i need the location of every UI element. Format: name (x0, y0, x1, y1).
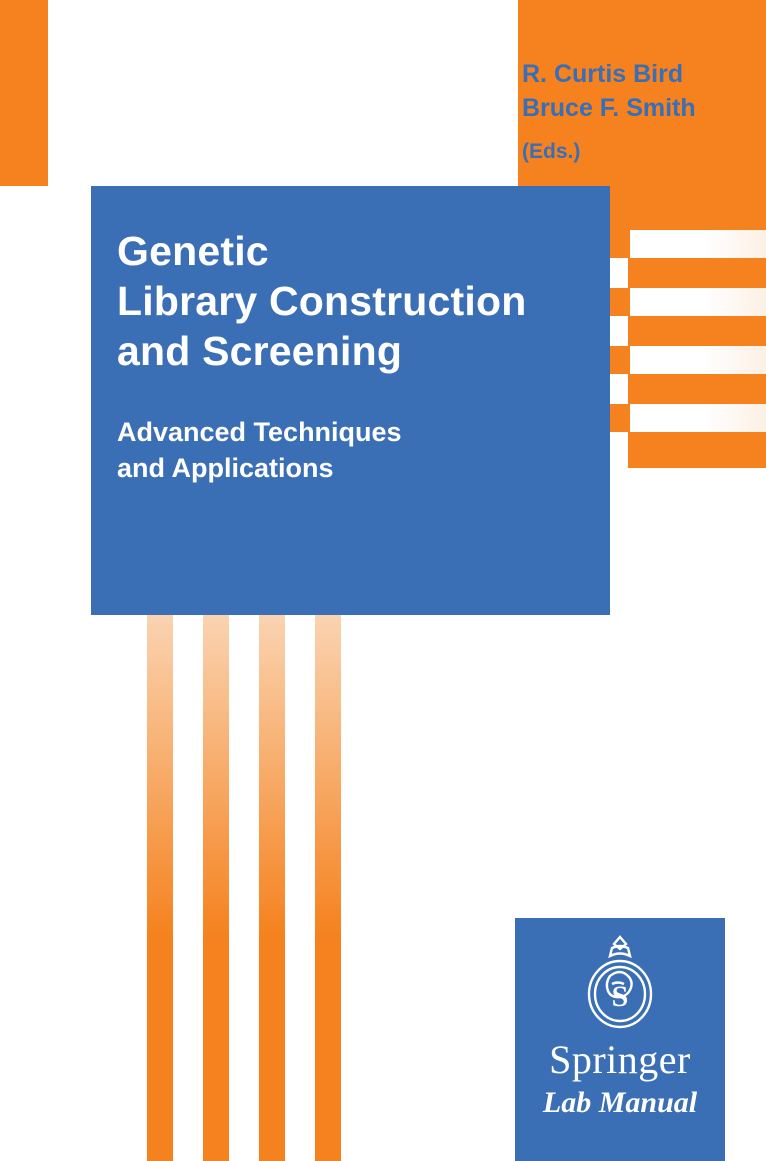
title-panel (91, 186, 610, 615)
svg-text:S: S (611, 980, 629, 1013)
horizontal-stripe-accent-2 (610, 288, 630, 316)
subtitle-line-2: and Applications (117, 452, 334, 483)
title-line-1: Genetic (117, 228, 269, 274)
book-title (117, 226, 587, 376)
horizontal-stripe-3 (628, 346, 766, 374)
book-subtitle (117, 415, 587, 486)
horizontal-stripe-accent-3 (610, 346, 630, 374)
horizontal-stripe-1 (628, 230, 766, 258)
publisher-name: Springer (549, 1037, 691, 1082)
subtitle-line-1: Advanced Techniques (117, 417, 402, 447)
springer-knight-icon (515, 932, 725, 1037)
title-line-3: and Screening (117, 328, 403, 375)
vertical-stripe-2 (203, 565, 229, 1161)
editors-note: (Eds.) (522, 140, 581, 163)
author-line-2: Bruce F. Smith (522, 93, 696, 122)
title-line-2: Library Construction (117, 278, 527, 325)
horizontal-stripe-accent-4 (610, 404, 630, 432)
vertical-stripe-1 (147, 565, 173, 1161)
top-left-orange-block (0, 0, 48, 186)
publisher-logo-panel (515, 918, 725, 1161)
authors (522, 58, 752, 126)
horizontal-stripe-accent-1 (610, 230, 630, 258)
horizontal-stripe-2 (628, 288, 766, 316)
vertical-stripe-4 (315, 565, 341, 1161)
horizontal-stripe-4 (628, 404, 766, 432)
author-line-1: R. Curtis Bird (522, 60, 684, 88)
vertical-stripe-3 (259, 565, 285, 1161)
publisher-series: Lab Manual (542, 1086, 698, 1119)
